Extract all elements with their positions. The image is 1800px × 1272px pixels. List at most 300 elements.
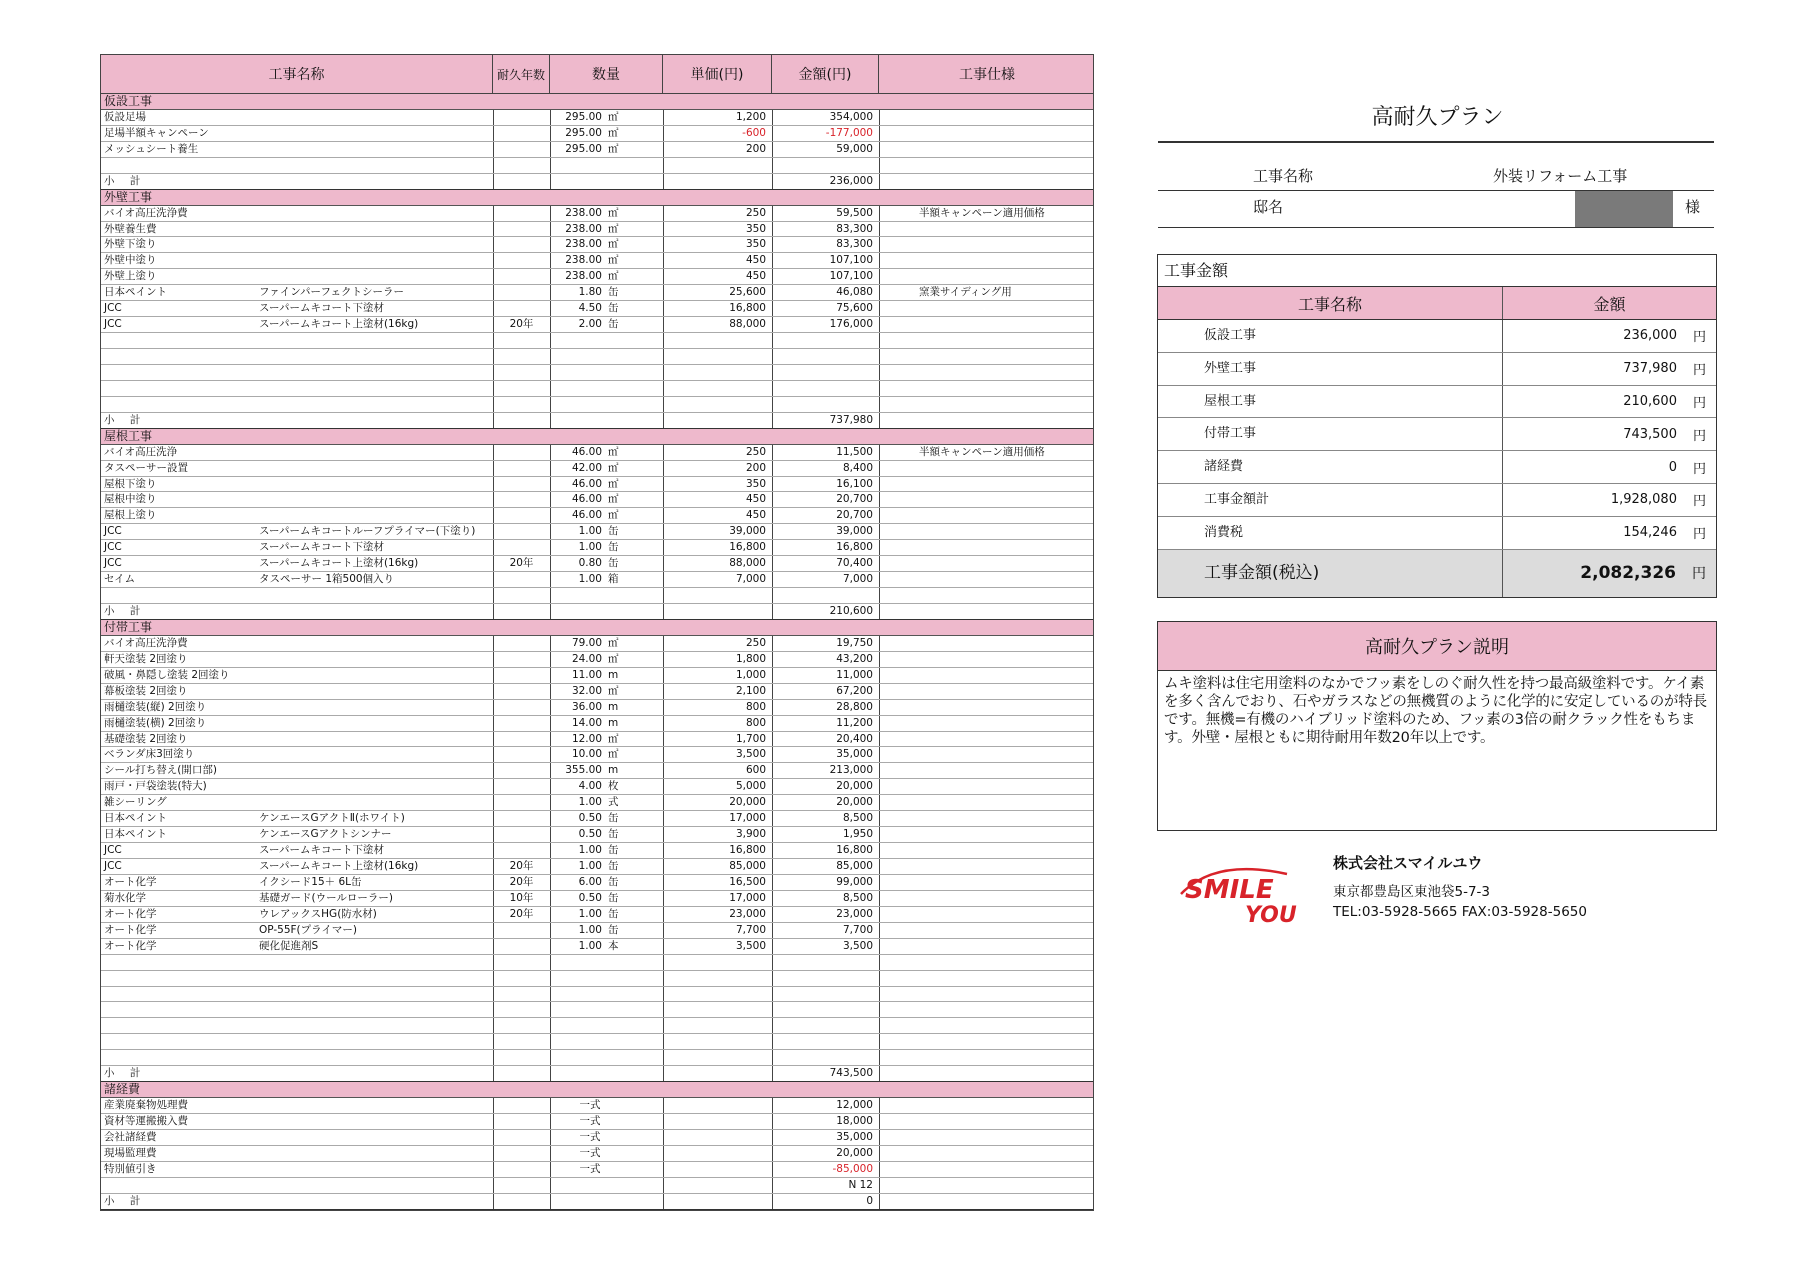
quantity-value xyxy=(550,333,602,348)
durability-cell: 20年 xyxy=(509,318,534,331)
item-name: 仮設工事 xyxy=(104,94,153,108)
unit-price-cell: 5,000 xyxy=(735,780,766,793)
unit-price-cell: 450 xyxy=(745,254,766,267)
work-name-cell xyxy=(101,269,493,284)
summary-item-amount: 737,980 xyxy=(1623,361,1677,377)
quantity-cell xyxy=(550,365,663,380)
spec-cell xyxy=(879,827,1095,842)
quantity-cell xyxy=(550,1082,663,1097)
spec-cell xyxy=(879,987,1095,1002)
quantity-cell xyxy=(550,110,663,125)
quantity-unit: 缶 xyxy=(608,302,619,315)
table-row xyxy=(101,1050,1093,1066)
summary-row xyxy=(1158,353,1716,386)
durability-cell xyxy=(493,301,550,316)
header-amount: 金額(円) xyxy=(772,55,879,93)
table-row xyxy=(101,716,1093,732)
work-name-cell xyxy=(101,572,493,587)
amount-cell: N 12 xyxy=(848,1178,873,1191)
work-name-cell xyxy=(101,110,493,125)
table-row xyxy=(101,684,1093,700)
work-name-cell xyxy=(101,604,493,619)
durability-cell: 20年 xyxy=(509,875,534,888)
amount-cell: 176,000 xyxy=(829,318,873,331)
durability-cell xyxy=(493,1146,550,1161)
durability-cell xyxy=(493,1162,550,1177)
section-header-row xyxy=(101,94,1093,110)
quantity-value: 46.00 xyxy=(571,493,602,506)
amount-cell xyxy=(772,588,879,603)
quantity-cell xyxy=(550,190,663,205)
spec-cell xyxy=(879,684,1095,699)
section-header-row xyxy=(101,620,1093,636)
table-row xyxy=(101,1002,1093,1018)
spec-cell xyxy=(879,763,1095,778)
summary-item-name: 付帯工事 xyxy=(1158,418,1503,450)
quantity-value: 1.00 xyxy=(578,525,602,538)
quantity-value xyxy=(550,1066,602,1081)
table-row xyxy=(101,253,1093,269)
amount-cell: 43,200 xyxy=(836,652,873,665)
table-row xyxy=(101,652,1093,668)
table-row xyxy=(101,349,1093,365)
work-name-cell xyxy=(101,285,493,300)
quantity-cell xyxy=(550,859,663,874)
spec-cell xyxy=(879,222,1095,237)
amount-cell xyxy=(772,1050,879,1065)
quantity-value: 32.00 xyxy=(571,684,602,697)
work-name-cell xyxy=(101,413,493,428)
spec-cell: 半額キャンペーン適用価格 xyxy=(919,445,1045,458)
work-name-cell xyxy=(101,795,493,810)
spec-cell xyxy=(879,795,1095,810)
quantity-value: 24.00 xyxy=(571,652,602,665)
quantity-cell xyxy=(550,285,663,300)
quantity-cell xyxy=(550,556,663,571)
description-text: ムキ塗料は住宅用塗料のなかでフッ素をしのぐ耐久性を持つ最高級塗料です。ケイ素を多く含んでおり、石やガラスなどの無機質のように化学的に安定しているのが特長です。無機=有機のハイブリッド塗料のため、フッ素の3倍の耐クラック性をもちます。外壁・屋根ともに期待耐用年数20年以上です。 xyxy=(1164,676,1707,746)
quantity-cell xyxy=(550,636,663,651)
table-row xyxy=(101,222,1093,238)
durability-cell xyxy=(493,636,550,651)
unit-price-cell xyxy=(663,429,772,444)
quantity-unit: 缶 xyxy=(608,525,619,538)
amount-cell: 8,400 xyxy=(842,461,873,474)
item-name: 現場監理費 xyxy=(104,1146,157,1159)
unit-price-cell: 450 xyxy=(745,493,766,506)
work-name-cell xyxy=(101,126,493,141)
unit-price-cell xyxy=(663,190,772,205)
amount-cell: 11,200 xyxy=(836,716,873,729)
table-row xyxy=(101,907,1093,923)
item-name: 小 計 xyxy=(104,174,147,187)
work-name-cell xyxy=(101,1002,493,1017)
quantity-unit: ㎡ xyxy=(608,461,619,474)
amount-cell: -85,000 xyxy=(832,1162,873,1175)
quantity-value xyxy=(550,190,602,205)
subtotal-row xyxy=(101,1194,1093,1210)
project-name-value: 外装リフォーム工事 xyxy=(1493,167,1628,185)
quantity-unit: 缶 xyxy=(608,812,619,825)
item-name: 小 計 xyxy=(104,1194,147,1207)
quantity-value: 46.00 xyxy=(571,445,602,458)
table-row xyxy=(101,365,1093,381)
item-name: バイオ高圧洗浄費 xyxy=(104,206,188,219)
unit-price-cell xyxy=(663,971,772,986)
spec-cell xyxy=(879,301,1095,316)
unit-price-cell xyxy=(663,1018,772,1033)
summary-row xyxy=(1158,451,1716,484)
item-name: 産業廃棄物処理費 xyxy=(104,1099,188,1112)
item-name: 屋根下塗り xyxy=(104,477,157,490)
summary-item-name: 屋根工事 xyxy=(1158,386,1503,418)
unit-price-cell xyxy=(663,158,772,173)
item-name: メッシュシート養生 xyxy=(104,142,199,155)
summary-header xyxy=(1158,286,1716,320)
quantity-unit xyxy=(602,1018,608,1033)
summary-item-amount: 210,600 xyxy=(1623,393,1677,409)
quantity-cell xyxy=(550,1002,663,1017)
quantity-cell xyxy=(550,1146,663,1161)
spec-cell xyxy=(879,94,1095,109)
item-name: 足場半額キャンペーン xyxy=(104,126,209,139)
quantity-unit: 缶 xyxy=(608,541,619,554)
unit-price-cell xyxy=(663,1082,772,1097)
header-quantity: 数量 xyxy=(550,55,663,93)
plan-title: 高耐久プラン xyxy=(1371,105,1504,130)
item-name: 屋根工事 xyxy=(104,428,153,443)
work-name-cell xyxy=(101,811,493,826)
summary-item-amount: 0 xyxy=(1668,459,1677,475)
amount-cell: 354,000 xyxy=(829,110,873,123)
table-row xyxy=(101,158,1093,174)
company-phone: TEL:03-5928-5665 FAX:03-5928-5650 xyxy=(1333,904,1587,920)
quantity-cell xyxy=(550,126,663,141)
table-row xyxy=(101,668,1093,684)
spec-cell xyxy=(879,1098,1095,1113)
amount-cell: 12,000 xyxy=(836,1099,873,1112)
client-name-label: 邸名 xyxy=(1253,198,1284,216)
amount-cell: 83,300 xyxy=(836,222,873,235)
quantity-cell xyxy=(550,1034,663,1049)
quantity-text: 一式 xyxy=(579,1162,601,1175)
amount-cell: 39,000 xyxy=(836,525,873,538)
unit-price-cell: 17,000 xyxy=(729,891,766,904)
title-rule xyxy=(1158,141,1714,143)
work-name-cell xyxy=(101,1146,493,1161)
quantity-cell xyxy=(550,333,663,348)
quantity-cell xyxy=(550,827,663,842)
durability-cell xyxy=(493,461,550,476)
quantity-cell xyxy=(550,1162,663,1177)
amount-cell: 46,080 xyxy=(836,286,873,299)
quantity-cell xyxy=(550,174,663,189)
durability-cell: 10年 xyxy=(509,891,534,904)
project-name-label: 工事名称 xyxy=(1253,167,1314,185)
quantity-unit: 箱 xyxy=(608,573,619,586)
subtotal-row xyxy=(101,604,1093,620)
unit-price-cell xyxy=(663,1194,772,1209)
quantity-cell xyxy=(550,540,663,555)
quantity-unit xyxy=(602,1050,608,1065)
summary-row xyxy=(1158,517,1716,550)
item-name: バイオ高圧洗浄 xyxy=(104,445,178,458)
work-name-cell xyxy=(101,365,493,380)
unit-price-cell: 17,000 xyxy=(729,812,766,825)
quantity-unit: ㎡ xyxy=(608,477,619,490)
amount-cell xyxy=(772,158,879,173)
item-name: 特別値引き xyxy=(104,1162,157,1175)
durability-cell xyxy=(493,700,550,715)
spec-cell xyxy=(879,907,1095,922)
durability-cell xyxy=(493,811,550,826)
unit-price-cell xyxy=(663,1002,772,1017)
durability-cell xyxy=(493,429,550,444)
spec-cell xyxy=(879,1034,1095,1049)
durability-cell xyxy=(493,1114,550,1129)
work-name-cell xyxy=(101,1130,493,1145)
table-row xyxy=(101,923,1093,939)
quantity-unit: ㎡ xyxy=(608,238,619,251)
item-name: ベランダ床3回塗り xyxy=(104,748,195,761)
subtotal-row xyxy=(101,174,1093,190)
unit-price-cell: 450 xyxy=(745,270,766,283)
work-name-cell xyxy=(101,1194,493,1209)
quantity-unit xyxy=(602,1178,608,1193)
table-row xyxy=(101,1162,1093,1178)
quantity-unit: m xyxy=(608,700,619,713)
durability-cell xyxy=(493,795,550,810)
amount-cell xyxy=(772,1034,879,1049)
spec-cell: 窯業サイディング用 xyxy=(919,286,1012,299)
table-row xyxy=(101,461,1093,477)
amount-cell: 28,800 xyxy=(836,700,873,713)
work-name-cell xyxy=(101,1162,493,1177)
durability-cell xyxy=(493,1066,550,1081)
unit-price-cell: 250 xyxy=(745,445,766,458)
quantity-unit: ㎡ xyxy=(608,206,619,219)
item-name: スーパームキコート上塗材(16kg) xyxy=(259,860,419,872)
durability-cell xyxy=(493,477,550,492)
amount-cell: 107,100 xyxy=(829,254,873,267)
item-name: 諸経費 xyxy=(104,1082,141,1097)
quantity-cell xyxy=(550,413,663,428)
durability-cell xyxy=(493,1018,550,1033)
spec-cell xyxy=(879,269,1095,284)
spec-cell xyxy=(879,716,1095,731)
quantity-cell xyxy=(550,747,663,762)
work-name-cell xyxy=(101,142,493,157)
table-row xyxy=(101,636,1093,652)
quantity-unit xyxy=(602,158,608,173)
unit-price-cell xyxy=(663,333,772,348)
spec-cell xyxy=(879,253,1095,268)
item-name: ウレアックスHG(防水材) xyxy=(259,907,377,920)
table-row xyxy=(101,747,1093,763)
quantity-unit: ㎡ xyxy=(608,110,619,123)
quantity-unit: 缶 xyxy=(608,286,619,299)
quantity-unit: ㎡ xyxy=(608,254,619,267)
unit-price-cell xyxy=(663,365,772,380)
amount-cell: 20,000 xyxy=(836,796,873,809)
table-row xyxy=(101,987,1093,1003)
quantity-value xyxy=(550,158,602,173)
spec-cell xyxy=(879,317,1095,332)
spec-cell xyxy=(879,477,1095,492)
header-unit-price: 単価(円) xyxy=(663,55,772,93)
quantity-cell xyxy=(550,1114,663,1129)
durability-cell xyxy=(493,285,550,300)
summary-total-label: 工事金額(税込) xyxy=(1158,550,1503,597)
spec-cell xyxy=(879,461,1095,476)
item-name: スーパームキコートルーフプライマー(下塗り) xyxy=(259,525,476,538)
work-name-cell xyxy=(101,556,493,571)
unit-price-cell: 16,800 xyxy=(729,844,766,857)
quantity-cell xyxy=(550,700,663,715)
durability-cell xyxy=(493,604,550,619)
estimate-table xyxy=(100,54,1094,1211)
maker-name: JCC xyxy=(104,557,122,570)
unit-price-cell: 800 xyxy=(745,716,766,729)
spec-cell xyxy=(879,652,1095,667)
amount-cell: 16,800 xyxy=(836,844,873,857)
subtotal-row xyxy=(101,1066,1093,1082)
amount-cell: 3,500 xyxy=(842,939,873,952)
quantity-value: 2.00 xyxy=(578,318,602,331)
quantity-value: 79.00 xyxy=(571,636,602,649)
quantity-unit xyxy=(602,1194,608,1209)
spec-cell xyxy=(879,1114,1095,1129)
durability-cell: 20年 xyxy=(509,907,534,920)
amount-cell: 75,600 xyxy=(836,302,873,315)
quantity-unit xyxy=(602,190,608,205)
work-name-cell xyxy=(101,1098,493,1113)
work-name-cell xyxy=(101,859,493,874)
amount-cell xyxy=(772,94,879,109)
amount-cell: 18,000 xyxy=(836,1115,873,1127)
quantity-unit: 缶 xyxy=(608,907,619,920)
maker-name: オート化学 xyxy=(104,875,157,888)
spec-cell xyxy=(879,349,1095,364)
item-name: ファインパーフェクトシーラー xyxy=(259,286,405,299)
section-header-row xyxy=(101,1082,1093,1098)
quantity-unit: 缶 xyxy=(608,844,619,857)
table-row xyxy=(101,1034,1093,1050)
amount-cell: 1,950 xyxy=(842,828,873,841)
cost-summary-table xyxy=(1157,254,1717,598)
durability-cell xyxy=(493,923,550,938)
unit-price-cell: 1,800 xyxy=(735,652,766,665)
durability-cell xyxy=(493,397,550,412)
quantity-cell xyxy=(550,843,663,858)
work-name-cell xyxy=(101,301,493,316)
quantity-cell xyxy=(550,939,663,954)
yen-unit: 円 xyxy=(1692,395,1706,411)
spec-cell xyxy=(879,971,1095,986)
quantity-cell xyxy=(550,684,663,699)
estimate-table-header xyxy=(100,54,1094,94)
quantity-value: 1.00 xyxy=(578,907,602,920)
unit-price-cell: 250 xyxy=(745,206,766,219)
quantity-cell xyxy=(550,604,663,619)
quantity-cell xyxy=(550,779,663,794)
work-name-cell xyxy=(101,461,493,476)
quantity-value: 36.00 xyxy=(571,700,602,713)
unit-price-cell: 88,000 xyxy=(729,557,766,570)
table-row xyxy=(101,1098,1093,1114)
unit-price-cell xyxy=(663,1034,772,1049)
unit-price-cell: 85,000 xyxy=(729,860,766,872)
durability-cell xyxy=(493,222,550,237)
quantity-unit: 缶 xyxy=(608,875,619,888)
item-name: ケンエースGアクトシンナー xyxy=(259,828,392,841)
item-name: 雑シーリング xyxy=(104,796,167,809)
redacted-client-name xyxy=(1575,191,1673,227)
quantity-cell xyxy=(550,923,663,938)
durability-cell xyxy=(493,237,550,252)
quantity-cell xyxy=(550,94,663,109)
quantity-cell xyxy=(550,317,663,332)
quantity-unit: ㎡ xyxy=(608,493,619,506)
unit-price-cell: 200 xyxy=(745,461,766,474)
item-name: 軒天塗装 2回塗り xyxy=(104,652,188,665)
item-name: 小 計 xyxy=(104,1067,147,1080)
quantity-cell xyxy=(550,253,663,268)
amount-cell xyxy=(772,620,879,635)
quantity-unit: ㎡ xyxy=(608,126,619,139)
durability-cell xyxy=(493,779,550,794)
summary-row xyxy=(1158,418,1716,451)
work-name-cell xyxy=(101,939,493,954)
durability-cell xyxy=(493,381,550,396)
amount-cell: 8,500 xyxy=(842,812,873,825)
quantity-value: 14.00 xyxy=(571,716,602,729)
durability-cell xyxy=(493,142,550,157)
quantity-value: 1.80 xyxy=(578,286,602,299)
unit-price-cell xyxy=(663,1146,772,1161)
table-row xyxy=(101,477,1093,493)
amount-cell: 16,800 xyxy=(836,541,873,554)
spec-cell xyxy=(879,429,1095,444)
quantity-cell xyxy=(550,572,663,587)
quantity-cell xyxy=(550,588,663,603)
table-row xyxy=(101,285,1093,301)
amount-cell: 16,100 xyxy=(836,477,873,490)
durability-cell xyxy=(493,716,550,731)
spec-cell xyxy=(879,1018,1095,1033)
work-name-cell xyxy=(101,492,493,507)
amount-cell xyxy=(772,971,879,986)
maker-name: オート化学 xyxy=(104,907,157,920)
durability-cell xyxy=(493,206,550,221)
quantity-value: 1.00 xyxy=(578,541,602,554)
durability-cell xyxy=(493,174,550,189)
item-name: 資材等運搬搬入費 xyxy=(104,1115,188,1127)
work-name-cell xyxy=(101,987,493,1002)
unit-price-cell: 7,700 xyxy=(735,923,766,936)
table-row xyxy=(101,971,1093,987)
quantity-cell xyxy=(550,732,663,747)
quantity-value: 295.00 xyxy=(565,110,602,123)
quantity-value: 295.00 xyxy=(565,142,602,155)
quantity-cell xyxy=(550,381,663,396)
quantity-unit: m xyxy=(608,668,619,681)
item-name: スーパームキコート上塗材(16kg) xyxy=(259,318,419,331)
quantity-value: 238.00 xyxy=(565,206,602,219)
work-name-cell xyxy=(101,891,493,906)
durability-cell: 20年 xyxy=(509,860,534,872)
spec-cell xyxy=(879,540,1095,555)
quantity-text: 一式 xyxy=(579,1146,601,1159)
